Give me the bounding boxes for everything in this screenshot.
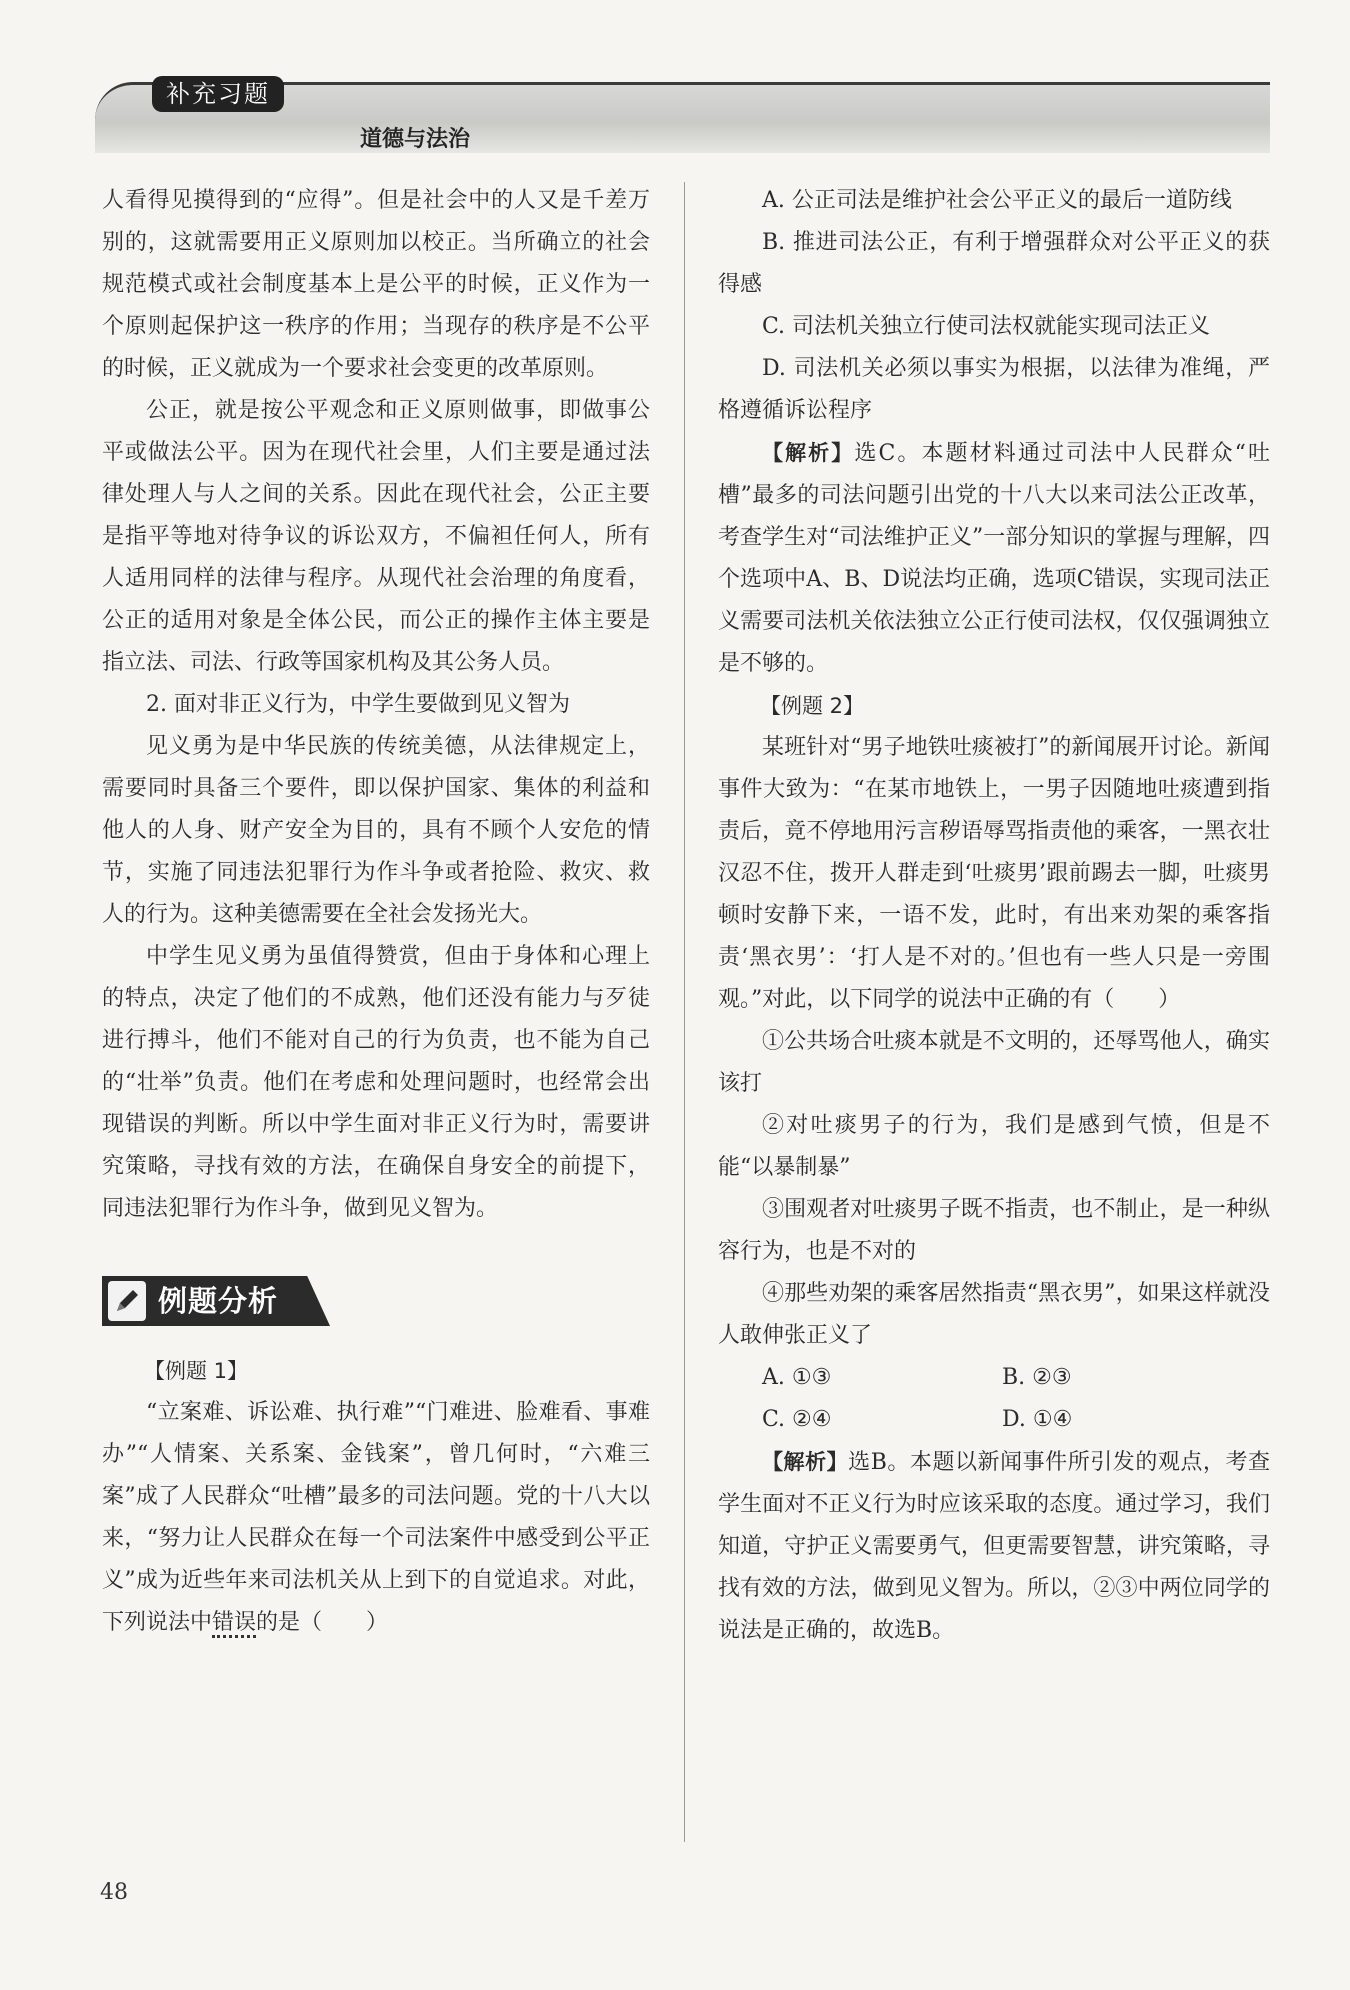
example-1-question xyxy=(102,1392,650,1644)
option-b: B. 推进司法公正，有利于增强群众对公平正义的获得感 xyxy=(718,230,1270,297)
statement-3: ③围观者对吐痰男子既不指责，也不制止，是一种纵容行为，也是不对的 xyxy=(718,1197,1270,1264)
statement-2: ②对吐痰男子的行为，我们是感到气愤，但是不能“以暴制暴” xyxy=(718,1113,1270,1180)
column-divider xyxy=(684,182,685,1842)
analysis-tag: 【解析】 xyxy=(762,1450,849,1474)
analysis-1 xyxy=(718,432,1270,685)
analysis-text: 选C。本题材料通过司法中人民群众“吐槽”最多的司法问题引出党的十八大以来司法公正改革，考查学生对“司法维护正义”一部分知识的掌握与理解，四个选项中A、B、D说法均正确，选项C错误，实现司法正义需要司法机关依法独立公正行使司法权，仅仅强调独立是不够的。 xyxy=(718,441,1270,676)
page-number: 48 xyxy=(100,1880,128,1905)
paragraph: 人看得见摸得到的“应得”。但是社会中的人又是千差万别的，这就需要用正义原则加以校正。当所确立的社会规范模式或社会制度基本上是公平的时候，正义作为一个原则起保护这一秩序的作用；当现存的秩序是不公平的时候，正义就成为一个要求社会变更的改革原则。 xyxy=(102,188,650,381)
statement-4: ④那些劝架的乘客居然指责“黑衣男”，如果这样就没人敢伸张正义了 xyxy=(718,1281,1270,1348)
paragraph: 中学生见义勇为虽值得赞赏，但由于身体和心理上的特点，决定了他们的不成熟，他们还没有能力与歹徒进行搏斗，他们不能对自己的行为负责，也不能为自己的“壮举”负责。他们在考虑和处理问题时，也经常会出现错误的判断。所以中学生面对非正义行为时，需要讲究策略，寻找有效的方法，在确保自身安全的前提下，同违法犯罪行为作斗争，做到见义智为。 xyxy=(102,944,650,1221)
subheading: 2. 面对非正义行为，中学生要做到见义智为 xyxy=(146,692,570,717)
paragraph: 见义勇为是中华民族的传统美德，从法律规定上，需要同时具备三个要件，即以保护国家、集体的利益和他人的人身、财产安全为目的，具有不顾个人安危的情节，实施了同违法犯罪行为作斗争或者抢险、救灾、救人的行为。这种美德需要在全社会发扬光大。 xyxy=(102,734,650,927)
choices-row xyxy=(718,1357,1270,1399)
choice-d: D. ①④ xyxy=(1002,1407,1073,1432)
section-header xyxy=(102,1276,332,1326)
statement-1: ①公共场合吐痰本就是不文明的，还辱骂他人，确实该打 xyxy=(718,1029,1270,1096)
option-d: D. 司法机关必须以事实为根据，以法律为准绳，严格遵循诉讼程序 xyxy=(718,356,1270,423)
analysis-tag: 【解析】 xyxy=(762,441,855,465)
choice-b: B. ②③ xyxy=(1002,1365,1072,1390)
choice-a: A. ①③ xyxy=(762,1365,832,1390)
section-title: 例题分析 xyxy=(158,1284,279,1318)
header-subject: 道德与法治 xyxy=(360,127,471,152)
option-a: A. 公正司法是维护社会公平正义的最后一道防线 xyxy=(762,188,1232,213)
pencil-icon xyxy=(108,1281,146,1321)
choices-row xyxy=(718,1399,1270,1441)
header-tab-label: 补充习题 xyxy=(152,76,284,112)
example-1-label: 【例题 1】 xyxy=(144,1359,249,1383)
example-1-text: “立案难、诉讼难、执行难”“门难进、脸难看、事难办”“人情案、关系案、金钱案”，曾几何时，“六难三案”成了人民群众“吐槽”最多的司法问题。党的十八大以来，“努力让人民群众在每一个司法案件中感受到公平正义”成为近些年来司法机关从上到下的自觉追求。对此，下列说法中 xyxy=(102,1400,650,1635)
example-2-label: 【例题 2】 xyxy=(760,694,865,718)
example-2-question: 某班针对“男子地铁吐痰被打”的新闻展开讨论。新闻事件大致为：“在某市地铁上，一男子因随地吐痰遭到指责后，竟不停地用污言秽语辱骂指责他的乘客，一黑衣壮汉忍不住，拨开人群走到‘吐痰男’跟前踢去一脚，吐痰男顿时安静下来，一语不发，此时，有出来劝架的乘客指责‘黑衣男’：‘打人是不对的。’但也有一些人只是一旁围观。”对此，以下同学的说法中正确的有（ ） xyxy=(718,735,1270,1012)
choice-c: C. ②④ xyxy=(762,1407,832,1432)
analysis-text: 选B。本题以新闻事件所引发的观点，考查学生面对不正义行为时应该采取的态度。通过学习，我们知道，守护正义需要勇气，但更需要智慧，讲究策略，寻找有效的方法，做到见义智为。所以，②③中两位同学的说法是正确的，故选B。 xyxy=(718,1450,1271,1643)
option-c: C. 司法机关独立行使司法权就能实现司法正义 xyxy=(762,314,1211,339)
left-column xyxy=(102,180,650,1644)
emphasis-word: 错误 xyxy=(212,1610,256,1638)
right-column xyxy=(718,180,1270,1652)
paragraph: 公正，就是按公平观念和正义原则做事，即做事公平或做法公平。因为在现代社会里，人们主要是通过法律处理人与人之间的关系。因此在现代社会，公正主要是指平等地对待争议的诉讼双方，不偏袒任何人，所有人适用同样的法律与程序。从现代社会治理的角度看，公正的适用对象是全体公民，而公正的操作主体主要是指立法、司法、行政等国家机构及其公务人员。 xyxy=(102,398,650,675)
example-1-tail: 的是（ ） xyxy=(256,1610,389,1635)
analysis-2 xyxy=(718,1441,1270,1652)
